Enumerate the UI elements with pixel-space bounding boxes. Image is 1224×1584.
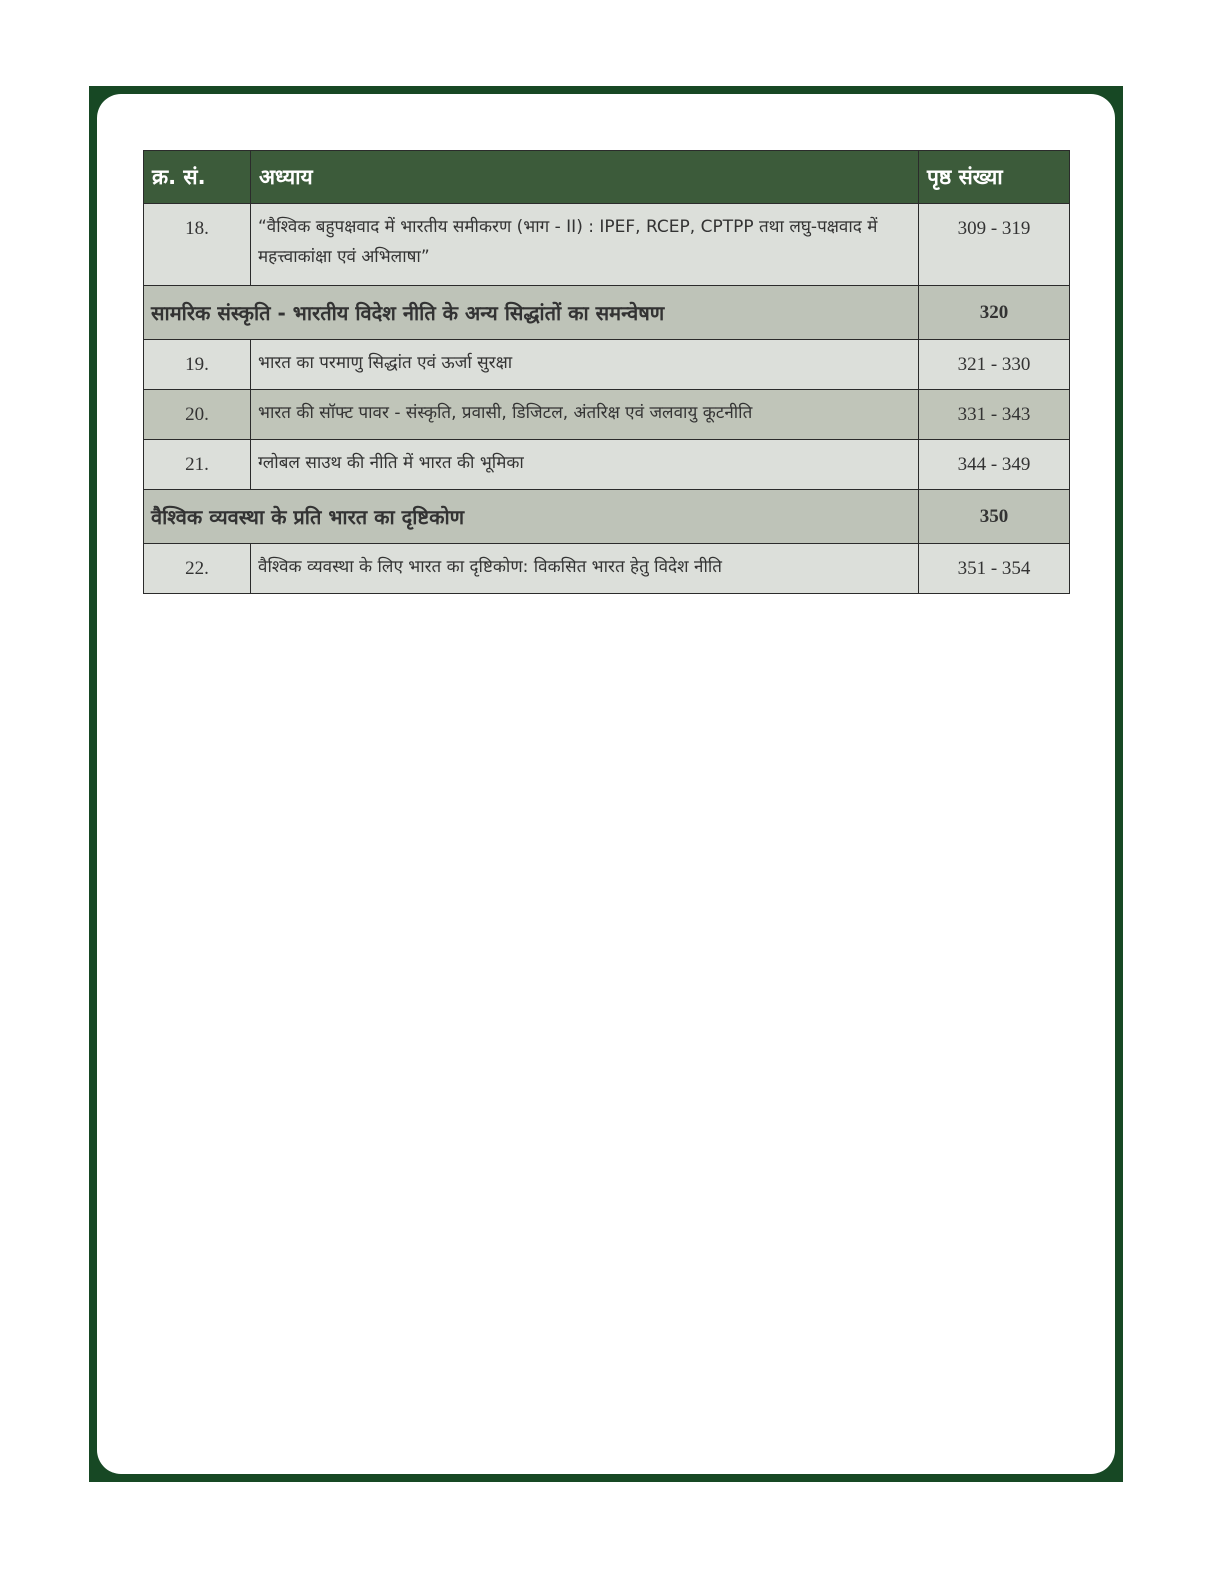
chapter-number: 21. — [144, 440, 251, 490]
table-row — [144, 340, 1070, 390]
table-row — [144, 544, 1070, 594]
section-page: 350 — [919, 490, 1070, 544]
section-title: वैश्विक व्यवस्था के प्रति भारत का दृष्टिकोण — [144, 490, 919, 544]
chapter-title: भारत की सॉफ्ट पावर - संस्कृति, प्रवासी, डिजिटल, अंतरिक्ष एवं जलवायु कूटनीति — [251, 390, 919, 440]
header-chapter: अध्याय — [251, 151, 919, 204]
chapter-title: भारत का परमाणु सिद्धांत एवं ऊर्जा सुरक्षा — [251, 340, 919, 390]
section-title: सामरिक संस्कृति - भारतीय विदेश नीति के अन्य सिद्धांतों का समन्वेषण — [144, 286, 919, 340]
table-row — [144, 204, 1070, 286]
chapter-title: वैश्विक व्यवस्था के लिए भारत का दृष्टिकोण: विकसित भारत हेतु विदेश नीति — [251, 544, 919, 594]
chapter-number: 22. — [144, 544, 251, 594]
section-row — [144, 490, 1070, 544]
table-header-row — [144, 151, 1070, 204]
chapter-pages: 344 - 349 — [919, 440, 1070, 490]
header-serial: क्र. सं. — [144, 151, 251, 204]
chapter-number: 19. — [144, 340, 251, 390]
chapter-title: “वैश्विक बहुपक्षवाद में भारतीय समीकरण (भाग - II) : IPEF, RCEP, CPTPP तथा लघु-पक्षवाद में महत्त्वाकांक्षा एवं अभिलाषा” — [251, 204, 919, 286]
table-of-contents — [143, 150, 1070, 594]
chapter-pages: 331 - 343 — [919, 390, 1070, 440]
chapter-pages: 351 - 354 — [919, 544, 1070, 594]
table-row — [144, 390, 1070, 440]
section-page: 320 — [919, 286, 1070, 340]
chapter-number: 20. — [144, 390, 251, 440]
chapter-pages: 309 - 319 — [919, 204, 1070, 286]
chapter-title: ग्लोबल साउथ की नीति में भारत की भूमिका — [251, 440, 919, 490]
header-pages: पृष्ठ संख्या — [919, 151, 1070, 204]
chapter-number: 18. — [144, 204, 251, 286]
section-row — [144, 286, 1070, 340]
table-row — [144, 440, 1070, 490]
chapter-pages: 321 - 330 — [919, 340, 1070, 390]
